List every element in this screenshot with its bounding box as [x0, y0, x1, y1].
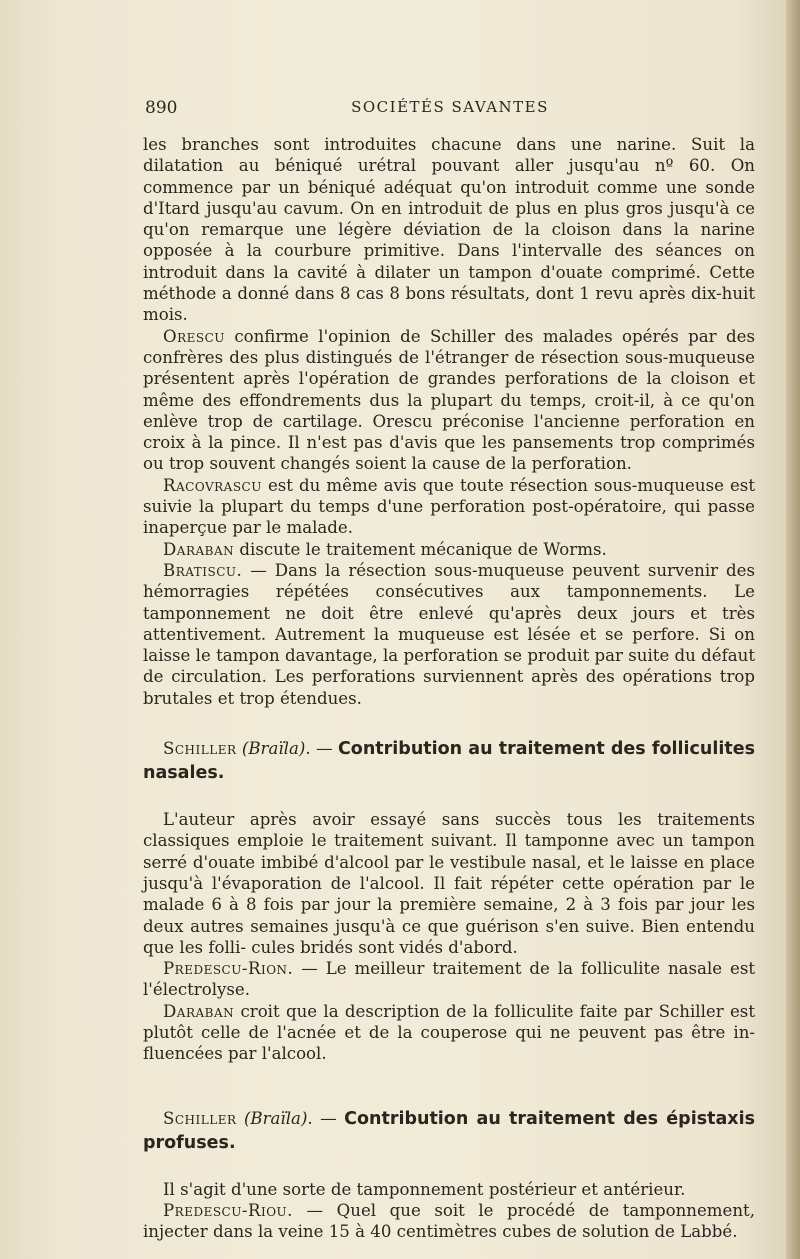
- page-header: [145, 98, 755, 122]
- speaker-name: Orescu: [163, 326, 225, 346]
- paragraph-text: — Quel que soit le procédé de tamponnement, injecter dans la veine 15 à 40 centimètres cubes de solution de Labbé.: [143, 1200, 755, 1242]
- speaker-name: Racovrascu: [163, 475, 262, 495]
- speaker-name: Daraban: [163, 1001, 235, 1021]
- page-body: [143, 134, 755, 1242]
- paragraph-auteur: L'auteur après avoir essayé sans succès tous les traitements classiques emploie le traitement suivant. Il tamponne avec un tampon serré d'ouate imbibé d'alcool par le vestibule nasal, et le laisse en place jusqu'à l'évaporation de l'alcool. Il fait répéter cette opération par le malade 6 à 8 fois par jour la première semaine, 2 à 3 fois par jour les deux autres semaines jusqu'à ce que guérison s'en suive. Bien entendu que les folli- cules bridés sont vidés d'abord.: [143, 810, 755, 957]
- paragraph-daraban: [143, 539, 755, 560]
- paragraph-racovrascu: [143, 475, 755, 539]
- article-heading-folliculites: [143, 737, 755, 785]
- paragraph-predescu-riou: [143, 1200, 755, 1243]
- heading-dash: . —: [307, 1108, 345, 1128]
- paragraph-tamponnement: Il s'agit d'une sorte de tamponnement postérieur et antérieur.: [163, 1179, 686, 1199]
- article-title: Contribution au traitement des épistaxis profuses.: [143, 1108, 755, 1153]
- paragraph-predescu-rion: [143, 958, 755, 1001]
- paragraph-text: discute le traitement mécanique de Worms.: [234, 539, 607, 559]
- paragraph-orescu: [143, 326, 755, 475]
- paragraph-text: est du même avis que toute résection sous-muqueuse est suivie la plupart du temps d'une perforation post-opératoire, qui passe inaperçue par le malade.: [143, 475, 755, 538]
- paragraph-text: — Le meilleur traitement de la folliculite nasale est l'électrolyse.: [143, 959, 755, 1000]
- running-title: SOCIÉTÉS SAVANTES: [351, 98, 549, 116]
- article-place: (Braïla): [241, 739, 306, 759]
- speaker-name: Predescu-Rion.: [163, 959, 294, 979]
- article-title: Contribution au traitement des folliculites nasales.: [143, 739, 756, 784]
- page-number: 890: [145, 98, 178, 118]
- speaker-name: Predescu-Riou.: [163, 1200, 293, 1220]
- paragraph-continued: les branches sont introduites chacune dans une narine. Suit la dilatation au béniqué urétral pouvant aller jusqu'au nº 60. On commence par un béniqué adéquat qu'on introduit comme une sonde d'Itard jusqu'au cavum. On en introduit de plus en plus gros jusqu'à ce qu'on remarque une légère déviation de la cloison dans la narine opposée à la courbure primitive. Dans l'intervalle des séances on introduit dans la cavité à dilater un tampon d'ouate comprimé. Cette méthode a donné dans 8 cas 8 bons résultats, dont 1 revu après dix-huit mois.: [143, 135, 755, 325]
- speaker-name: Bratiscu.: [163, 560, 243, 580]
- paragraph-text: confirme l'opinion de Schiller des malades opérés par des confrères des plus distingués de l'étranger de résection sous-muqueuse présentent après l'opération de grandes perforations de la cloison et même des effondrements dus la plupart du temps, croit-il, à ce qu'on enlève trop de cartilage. Orescu préconise l'ancienne perforation en croix à la pince. Il n'est pas d'avis que les pansements trop comprimés ou trop souvent changés soient la cause de la perforation.: [143, 326, 755, 474]
- speaker-name: Daraban: [163, 539, 235, 559]
- article-place: (Braïla): [243, 1108, 308, 1128]
- paragraph-daraban-2: [143, 1001, 755, 1065]
- paragraph-text: croit que la description de la folliculite faite par Schiller est plutôt celle de l'acnée et de la couperose qui ne peuvent pas être in- fluencées par l'alcool.: [143, 1001, 755, 1064]
- heading-dash: . —: [305, 739, 338, 759]
- article-author: Schiller: [163, 1108, 237, 1128]
- paragraph-text: — Dans la résection sous-muqueuse peuvent survenir des hémorragies répétées consécutives aux tamponnements. Le tamponnement ne doit être enlevé qu'après deux jours et très attentivement. Autrement la muqueuse est lésée et se perfore. Si on laisse le tampon davantage, la perforation se produit par suite du défaut de circulation. Les perforations surviennent après des opérations trop brutales et trop étendues.: [143, 560, 755, 708]
- article-author: Schiller: [163, 739, 237, 759]
- page-edge-shadow: [786, 0, 800, 1259]
- paragraph-bratiscu: [143, 560, 755, 709]
- article-heading-epistaxis: [143, 1107, 755, 1155]
